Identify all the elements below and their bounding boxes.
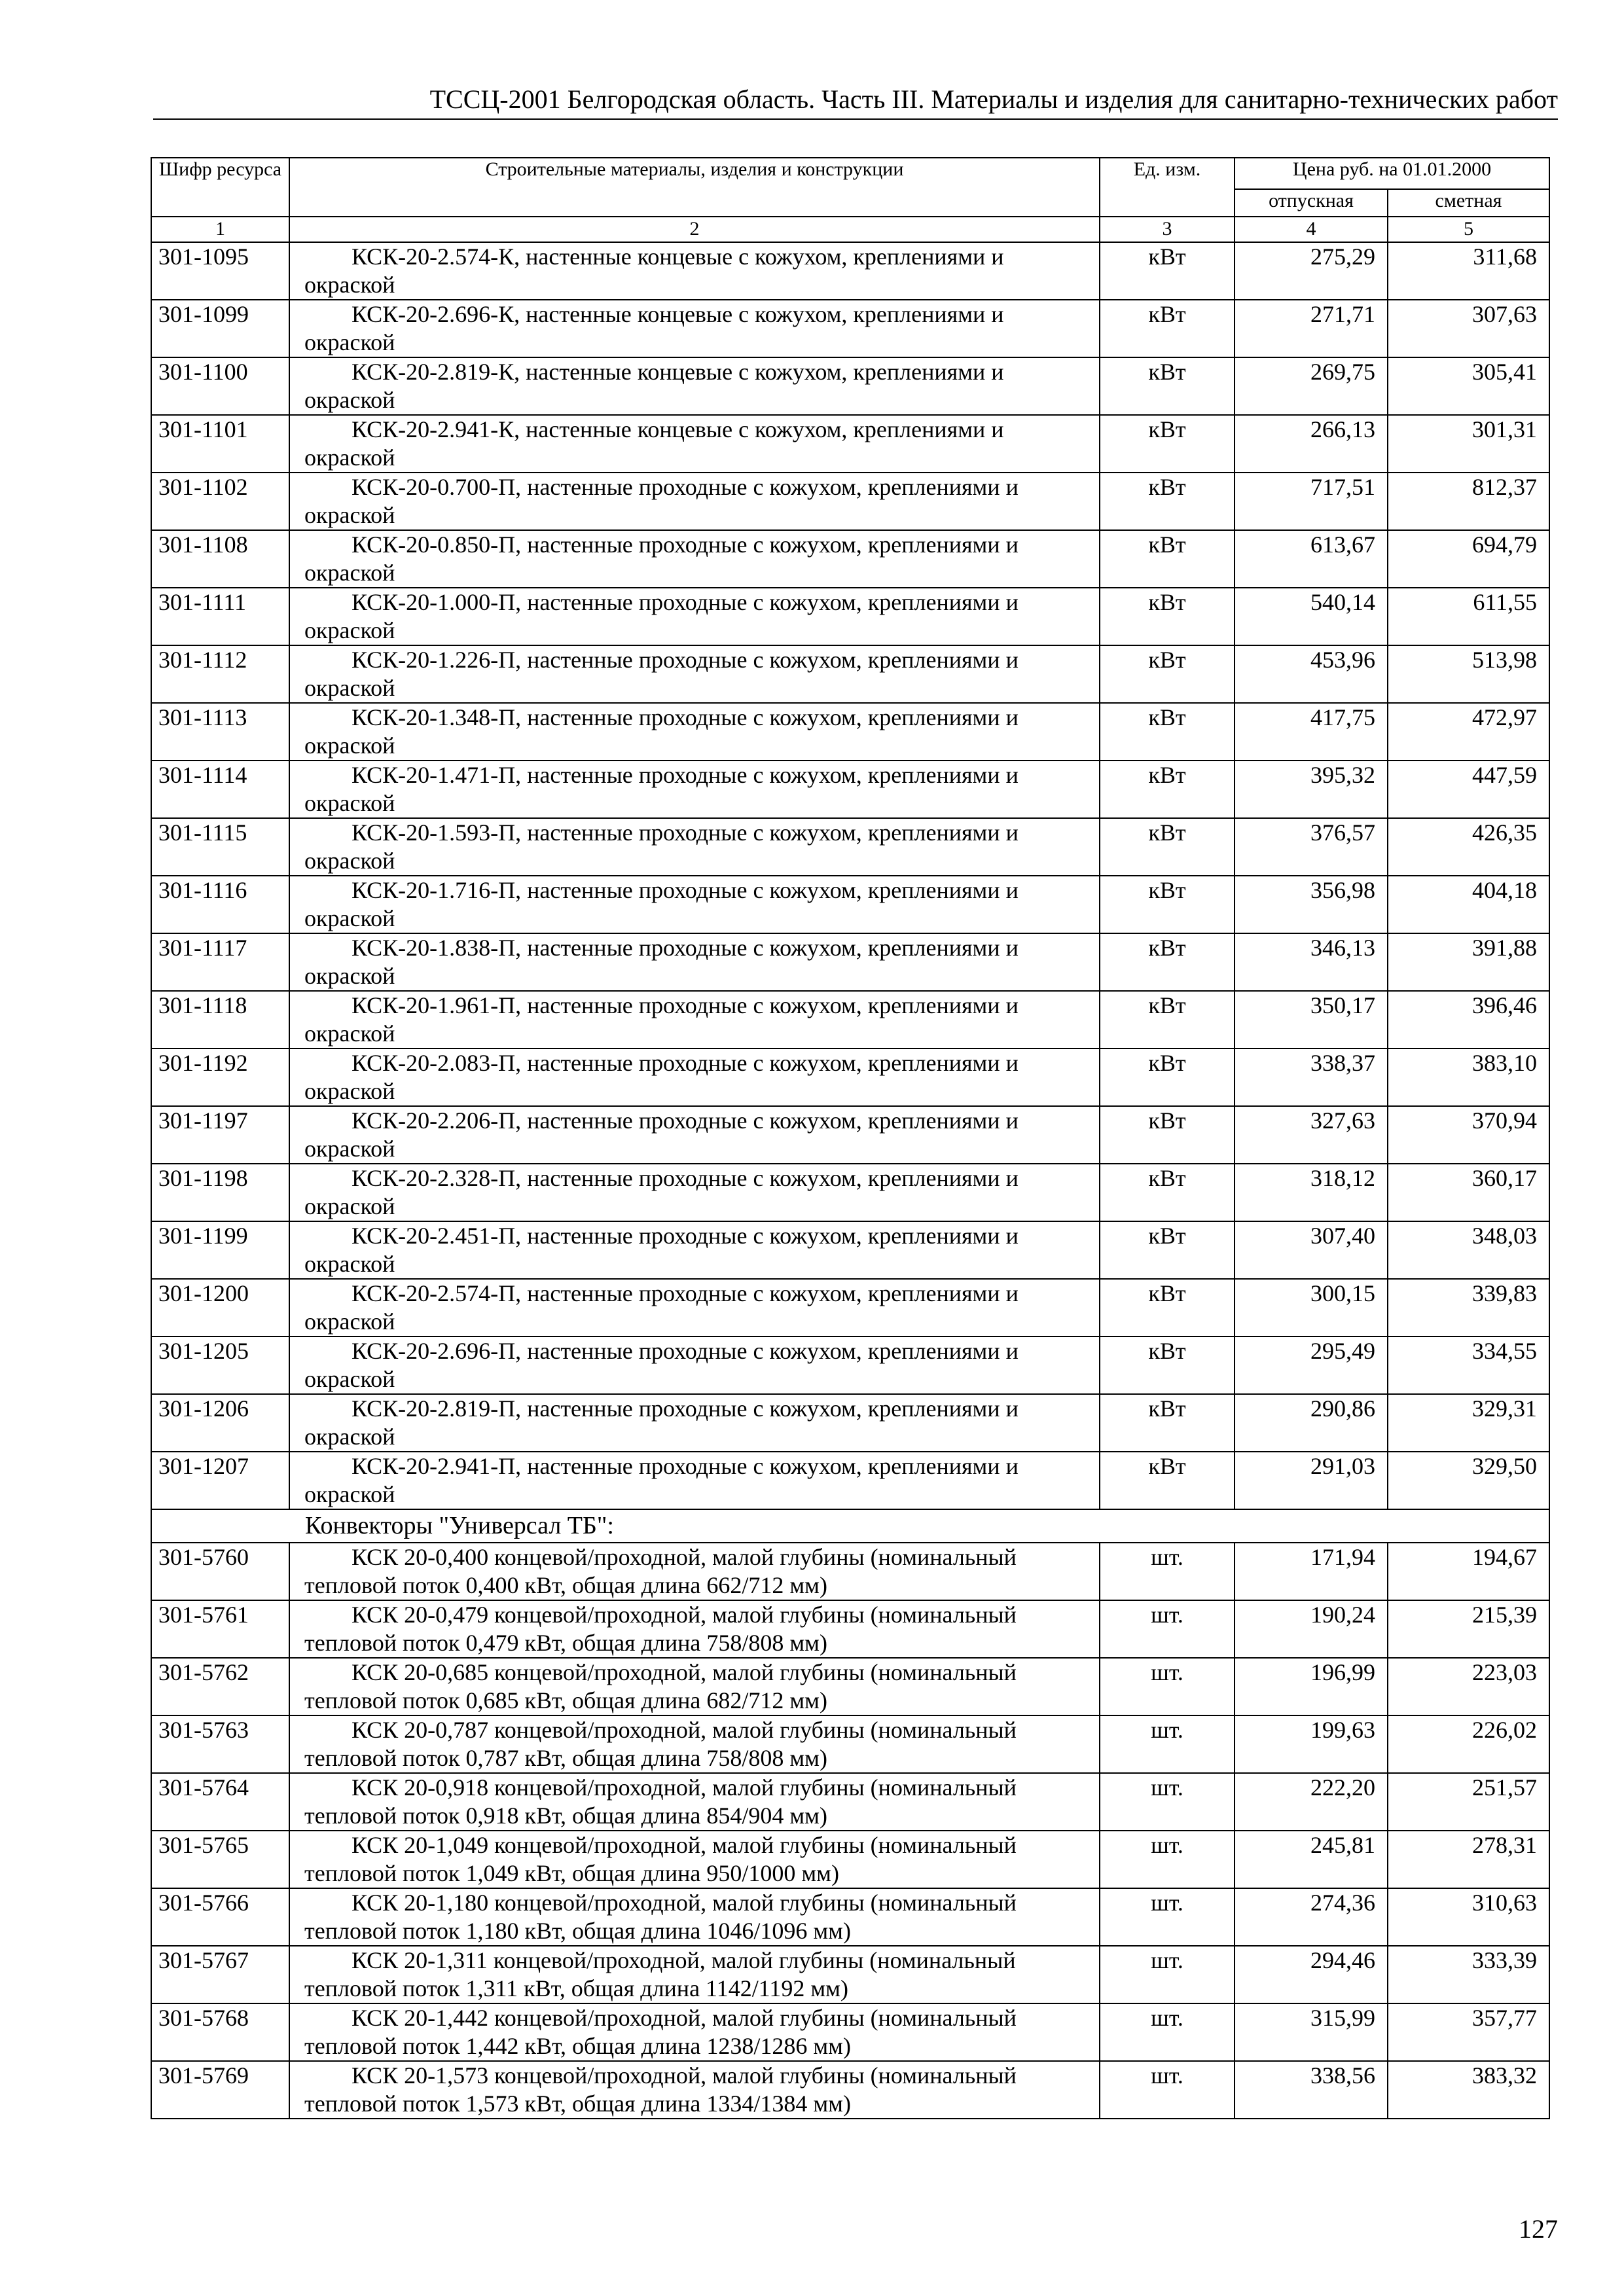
unit-of-measure: шт. bbox=[1100, 1658, 1235, 1715]
material-description: КСК-20-2.083-П, настенные проходные с кожухом, креплениями и окраской bbox=[289, 1049, 1100, 1106]
column-number: 2 bbox=[289, 217, 1100, 242]
unit-of-measure: кВт bbox=[1100, 1221, 1235, 1279]
price-release: 453,96 bbox=[1235, 645, 1388, 703]
price-release: 290,86 bbox=[1235, 1394, 1388, 1452]
table-row bbox=[151, 1336, 1549, 1394]
resource-code: 301-1117 bbox=[151, 933, 289, 991]
resource-code: 301-1199 bbox=[151, 1221, 289, 1279]
table-row bbox=[151, 357, 1549, 415]
price-estimate: 447,59 bbox=[1388, 761, 1549, 818]
unit-of-measure: шт. bbox=[1100, 1888, 1235, 1946]
price-release: 274,36 bbox=[1235, 1888, 1388, 1946]
price-estimate: 360,17 bbox=[1388, 1164, 1549, 1221]
unit-of-measure: шт. bbox=[1100, 1831, 1235, 1888]
price-release: 315,99 bbox=[1235, 2003, 1388, 2061]
column-numbers-row bbox=[151, 217, 1549, 242]
resource-code: 301-5763 bbox=[151, 1715, 289, 1773]
table-row bbox=[151, 876, 1549, 933]
material-description: КСК-20-2.941-К, настенные концевые с кожухом, креплениями и окраской bbox=[289, 415, 1100, 473]
material-description: КСК-20-1.961-П, настенные проходные с кожухом, креплениями и окраской bbox=[289, 991, 1100, 1049]
material-description: КСК 20-0,479 концевой/проходной, малой глубины (номинальный тепловой поток 0,479 кВт, общая длина 758/808 мм) bbox=[289, 1600, 1100, 1658]
table-row bbox=[151, 933, 1549, 991]
table-row bbox=[151, 1543, 1549, 1600]
table-header bbox=[151, 158, 1549, 242]
material-description: КСК-20-2.574-П, настенные проходные с кожухом, креплениями и окраской bbox=[289, 1279, 1100, 1336]
unit-of-measure: кВт bbox=[1100, 703, 1235, 761]
resource-code: 301-1099 bbox=[151, 300, 289, 357]
unit-of-measure: кВт bbox=[1100, 415, 1235, 473]
table-row bbox=[151, 645, 1549, 703]
unit-of-measure: шт. bbox=[1100, 2061, 1235, 2119]
page-header-title: ТССЦ-2001 Белгородская область. Часть III. Материалы и изделия для санитарно-технических работ bbox=[429, 84, 1558, 114]
table-row bbox=[151, 588, 1549, 645]
price-estimate: 278,31 bbox=[1388, 1831, 1549, 1888]
table-row bbox=[151, 1049, 1549, 1106]
unit-of-measure: шт. bbox=[1100, 2003, 1235, 2061]
column-number: 4 bbox=[1235, 217, 1388, 242]
unit-of-measure: кВт bbox=[1100, 242, 1235, 300]
price-release: 295,49 bbox=[1235, 1336, 1388, 1394]
material-description: КСК-20-2.574-К, настенные концевые с кожухом, креплениями и окраской bbox=[289, 242, 1100, 300]
column-header-price-release: отпускная bbox=[1235, 189, 1388, 217]
resource-code: 301-5762 bbox=[151, 1658, 289, 1715]
unit-of-measure: шт. bbox=[1100, 1773, 1235, 1831]
table-row bbox=[151, 1164, 1549, 1221]
unit-of-measure: кВт bbox=[1100, 1336, 1235, 1394]
column-header-unit: Ед. изм. bbox=[1100, 158, 1235, 217]
resource-code: 301-1108 bbox=[151, 530, 289, 588]
price-estimate: 301,31 bbox=[1388, 415, 1549, 473]
material-description: КСК 20-1,180 концевой/проходной, малой глубины (номинальный тепловой поток 1,180 кВт, общая длина 1046/1096 мм) bbox=[289, 1888, 1100, 1946]
material-description: КСК-20-2.696-П, настенные проходные с кожухом, креплениями и окраской bbox=[289, 1336, 1100, 1394]
price-estimate: 310,63 bbox=[1388, 1888, 1549, 1946]
table-row bbox=[151, 1715, 1549, 1773]
table-row bbox=[151, 1279, 1549, 1336]
column-number: 1 bbox=[151, 217, 289, 242]
price-release: 540,14 bbox=[1235, 588, 1388, 645]
unit-of-measure: кВт bbox=[1100, 645, 1235, 703]
price-estimate: 215,39 bbox=[1388, 1600, 1549, 1658]
price-release: 275,29 bbox=[1235, 242, 1388, 300]
resource-code: 301-5765 bbox=[151, 1831, 289, 1888]
unit-of-measure: шт. bbox=[1100, 1946, 1235, 2003]
unit-of-measure: шт. bbox=[1100, 1715, 1235, 1773]
material-description: КСК-20-1.838-П, настенные проходные с кожухом, креплениями и окраской bbox=[289, 933, 1100, 991]
column-header-description: Строительные материалы, изделия и конструкции bbox=[289, 158, 1100, 217]
resource-code: 301-1200 bbox=[151, 1279, 289, 1336]
price-release: 291,03 bbox=[1235, 1452, 1388, 1509]
price-estimate: 472,97 bbox=[1388, 703, 1549, 761]
material-description: КСК-20-1.000-П, настенные проходные с кожухом, креплениями и окраской bbox=[289, 588, 1100, 645]
price-release: 171,94 bbox=[1235, 1543, 1388, 1600]
resource-code: 301-5767 bbox=[151, 1946, 289, 2003]
price-estimate: 611,55 bbox=[1388, 588, 1549, 645]
resource-code: 301-1112 bbox=[151, 645, 289, 703]
material-description: КСК-20-0.850-П, настенные проходные с кожухом, креплениями и окраской bbox=[289, 530, 1100, 588]
material-description: КСК-20-2.696-К, настенные концевые с кожухом, креплениями и окраской bbox=[289, 300, 1100, 357]
unit-of-measure: кВт bbox=[1100, 761, 1235, 818]
resource-code: 301-1102 bbox=[151, 473, 289, 530]
price-estimate: 694,79 bbox=[1388, 530, 1549, 588]
price-estimate: 333,39 bbox=[1388, 1946, 1549, 2003]
resource-code: 301-1198 bbox=[151, 1164, 289, 1221]
page-number: 127 bbox=[1519, 2214, 1558, 2244]
column-header-price-estimate: сметная bbox=[1388, 189, 1549, 217]
price-estimate: 404,18 bbox=[1388, 876, 1549, 933]
material-description: КСК-20-2.941-П, настенные проходные с кожухом, креплениями и окраской bbox=[289, 1452, 1100, 1509]
material-description: КСК-20-2.328-П, настенные проходные с кожухом, креплениями и окраской bbox=[289, 1164, 1100, 1221]
material-description: КСК-20-2.451-П, настенные проходные с кожухом, креплениями и окраской bbox=[289, 1221, 1100, 1279]
unit-of-measure: кВт bbox=[1100, 1452, 1235, 1509]
table-row bbox=[151, 761, 1549, 818]
column-number: 5 bbox=[1388, 217, 1549, 242]
price-estimate: 812,37 bbox=[1388, 473, 1549, 530]
price-release: 269,75 bbox=[1235, 357, 1388, 415]
price-estimate: 194,67 bbox=[1388, 1543, 1549, 1600]
resource-code: 301-5769 bbox=[151, 2061, 289, 2119]
table-row bbox=[151, 2061, 1549, 2119]
resource-code: 301-5768 bbox=[151, 2003, 289, 2061]
unit-of-measure: кВт bbox=[1100, 300, 1235, 357]
material-description: КСК 20-0,685 концевой/проходной, малой глубины (номинальный тепловой поток 0,685 кВт, общая длина 682/712 мм) bbox=[289, 1658, 1100, 1715]
table-row bbox=[151, 1946, 1549, 2003]
material-description: КСК 20-0,787 концевой/проходной, малой глубины (номинальный тепловой поток 0,787 кВт, общая длина 758/808 мм) bbox=[289, 1715, 1100, 1773]
resource-code: 301-5764 bbox=[151, 1773, 289, 1831]
price-release: 190,24 bbox=[1235, 1600, 1388, 1658]
price-release: 350,17 bbox=[1235, 991, 1388, 1049]
price-estimate: 305,41 bbox=[1388, 357, 1549, 415]
unit-of-measure: кВт bbox=[1100, 1164, 1235, 1221]
material-description: КСК-20-2.206-П, настенные проходные с кожухом, креплениями и окраской bbox=[289, 1106, 1100, 1164]
price-estimate: 383,32 bbox=[1388, 2061, 1549, 2119]
resource-code: 301-1206 bbox=[151, 1394, 289, 1452]
table-row bbox=[151, 991, 1549, 1049]
unit-of-measure: кВт bbox=[1100, 530, 1235, 588]
material-description: КСК-20-1.226-П, настенные проходные с кожухом, креплениями и окраской bbox=[289, 645, 1100, 703]
header-rule bbox=[153, 118, 1558, 120]
unit-of-measure: кВт bbox=[1100, 1106, 1235, 1164]
price-estimate: 329,50 bbox=[1388, 1452, 1549, 1509]
resource-code: 301-1095 bbox=[151, 242, 289, 300]
price-estimate: 307,63 bbox=[1388, 300, 1549, 357]
price-estimate: 391,88 bbox=[1388, 933, 1549, 991]
table-row bbox=[151, 1658, 1549, 1715]
unit-of-measure: кВт bbox=[1100, 1049, 1235, 1106]
price-table bbox=[151, 157, 1550, 2119]
resource-code: 301-5766 bbox=[151, 1888, 289, 1946]
table-row bbox=[151, 1106, 1549, 1164]
table-row bbox=[151, 1888, 1549, 1946]
unit-of-measure: кВт bbox=[1100, 876, 1235, 933]
column-number: 3 bbox=[1100, 217, 1235, 242]
resource-code: 301-1197 bbox=[151, 1106, 289, 1164]
unit-of-measure: кВт bbox=[1100, 357, 1235, 415]
price-release: 613,67 bbox=[1235, 530, 1388, 588]
price-release: 300,15 bbox=[1235, 1279, 1388, 1336]
unit-of-measure: шт. bbox=[1100, 1543, 1235, 1600]
column-header-code: Шифр ресурса bbox=[151, 158, 289, 217]
price-estimate: 329,31 bbox=[1388, 1394, 1549, 1452]
material-description: КСК 20-0,918 концевой/проходной, малой глубины (номинальный тепловой поток 0,918 кВт, общая длина 854/904 мм) bbox=[289, 1773, 1100, 1831]
unit-of-measure: кВт bbox=[1100, 991, 1235, 1049]
price-release: 245,81 bbox=[1235, 1831, 1388, 1888]
price-release: 271,71 bbox=[1235, 300, 1388, 357]
table-row bbox=[151, 703, 1549, 761]
table-row bbox=[151, 1221, 1549, 1279]
header-row-1 bbox=[151, 158, 1549, 189]
price-release: 346,13 bbox=[1235, 933, 1388, 991]
price-release: 196,99 bbox=[1235, 1658, 1388, 1715]
price-release: 307,40 bbox=[1235, 1221, 1388, 1279]
price-release: 356,98 bbox=[1235, 876, 1388, 933]
table-row bbox=[151, 1600, 1549, 1658]
price-release: 395,32 bbox=[1235, 761, 1388, 818]
material-description: КСК-20-1.348-П, настенные проходные с кожухом, креплениями и окраской bbox=[289, 703, 1100, 761]
material-description: КСК 20-0,400 концевой/проходной, малой глубины (номинальный тепловой поток 0,400 кВт, общая длина 662/712 мм) bbox=[289, 1543, 1100, 1600]
resource-code: 301-1113 bbox=[151, 703, 289, 761]
material-description: КСК-20-1.716-П, настенные проходные с кожухом, креплениями и окраской bbox=[289, 876, 1100, 933]
unit-of-measure: кВт bbox=[1100, 933, 1235, 991]
price-estimate: 348,03 bbox=[1388, 1221, 1549, 1279]
unit-of-measure: кВт bbox=[1100, 1394, 1235, 1452]
price-release: 327,63 bbox=[1235, 1106, 1388, 1164]
material-description: КСК-20-0.700-П, настенные проходные с кожухом, креплениями и окраской bbox=[289, 473, 1100, 530]
price-release: 338,56 bbox=[1235, 2061, 1388, 2119]
price-release: 376,57 bbox=[1235, 818, 1388, 876]
material-description: КСК-20-1.471-П, настенные проходные с кожухом, креплениями и окраской bbox=[289, 761, 1100, 818]
price-estimate: 357,77 bbox=[1388, 2003, 1549, 2061]
material-description: КСК 20-1,311 концевой/проходной, малой глубины (номинальный тепловой поток 1,311 кВт, общая длина 1142/1192 мм) bbox=[289, 1946, 1100, 2003]
material-description: КСК-20-2.819-П, настенные проходные с кожухом, креплениями и окраской bbox=[289, 1394, 1100, 1452]
table-body bbox=[151, 242, 1549, 2119]
price-release: 222,20 bbox=[1235, 1773, 1388, 1831]
material-description: КСК-20-1.593-П, настенные проходные с кожухом, креплениями и окраской bbox=[289, 818, 1100, 876]
unit-of-measure: кВт bbox=[1100, 473, 1235, 530]
resource-code: 301-5761 bbox=[151, 1600, 289, 1658]
unit-of-measure: кВт bbox=[1100, 588, 1235, 645]
price-release: 318,12 bbox=[1235, 1164, 1388, 1221]
resource-code: 301-5760 bbox=[151, 1543, 289, 1600]
resource-code: 301-1192 bbox=[151, 1049, 289, 1106]
table-row bbox=[151, 1773, 1549, 1831]
material-description: КСК 20-1,573 концевой/проходной, малой глубины (номинальный тепловой поток 1,573 кВт, общая длина 1334/1384 мм) bbox=[289, 2061, 1100, 2119]
table-row bbox=[151, 300, 1549, 357]
price-estimate: 334,55 bbox=[1388, 1336, 1549, 1394]
price-release: 199,63 bbox=[1235, 1715, 1388, 1773]
price-estimate: 426,35 bbox=[1388, 818, 1549, 876]
resource-code: 301-1101 bbox=[151, 415, 289, 473]
price-estimate: 226,02 bbox=[1388, 1715, 1549, 1773]
unit-of-measure: кВт bbox=[1100, 818, 1235, 876]
table-row bbox=[151, 415, 1549, 473]
table-row bbox=[151, 242, 1549, 300]
table-row bbox=[151, 1452, 1549, 1509]
table-row bbox=[151, 1831, 1549, 1888]
price-estimate: 396,46 bbox=[1388, 991, 1549, 1049]
price-release: 417,75 bbox=[1235, 703, 1388, 761]
resource-code: 301-1115 bbox=[151, 818, 289, 876]
unit-of-measure: кВт bbox=[1100, 1279, 1235, 1336]
material-description: КСК 20-1,049 концевой/проходной, малой глубины (номинальный тепловой поток 1,049 кВт, общая длина 950/1000 мм) bbox=[289, 1831, 1100, 1888]
material-description: КСК-20-2.819-К, настенные концевые с кожухом, креплениями и окраской bbox=[289, 357, 1100, 415]
table-row bbox=[151, 818, 1549, 876]
unit-of-measure: шт. bbox=[1100, 1600, 1235, 1658]
column-header-price-group: Цена руб. на 01.01.2000 bbox=[1235, 158, 1549, 189]
table-row bbox=[151, 473, 1549, 530]
resource-code: 301-1111 bbox=[151, 588, 289, 645]
table-row bbox=[151, 1394, 1549, 1452]
section-row bbox=[151, 1509, 1549, 1543]
table-row bbox=[151, 2003, 1549, 2061]
resource-code: 301-1207 bbox=[151, 1452, 289, 1509]
resource-code: 301-1100 bbox=[151, 357, 289, 415]
price-estimate: 370,94 bbox=[1388, 1106, 1549, 1164]
price-estimate: 513,98 bbox=[1388, 645, 1549, 703]
price-release: 338,37 bbox=[1235, 1049, 1388, 1106]
price-estimate: 223,03 bbox=[1388, 1658, 1549, 1715]
price-release: 266,13 bbox=[1235, 415, 1388, 473]
table-row bbox=[151, 530, 1549, 588]
price-estimate: 339,83 bbox=[1388, 1279, 1549, 1336]
resource-code: 301-1118 bbox=[151, 991, 289, 1049]
material-description: КСК 20-1,442 концевой/проходной, малой глубины (номинальный тепловой поток 1,442 кВт, общая длина 1238/1286 мм) bbox=[289, 2003, 1100, 2061]
price-release: 717,51 bbox=[1235, 473, 1388, 530]
resource-code: 301-1116 bbox=[151, 876, 289, 933]
price-release: 294,46 bbox=[1235, 1946, 1388, 2003]
price-estimate: 251,57 bbox=[1388, 1773, 1549, 1831]
price-estimate: 383,10 bbox=[1388, 1049, 1549, 1106]
resource-code: 301-1205 bbox=[151, 1336, 289, 1394]
section-title: Конвекторы "Универсал ТБ": bbox=[151, 1509, 1549, 1543]
price-estimate: 311,68 bbox=[1388, 242, 1549, 300]
resource-code: 301-1114 bbox=[151, 761, 289, 818]
